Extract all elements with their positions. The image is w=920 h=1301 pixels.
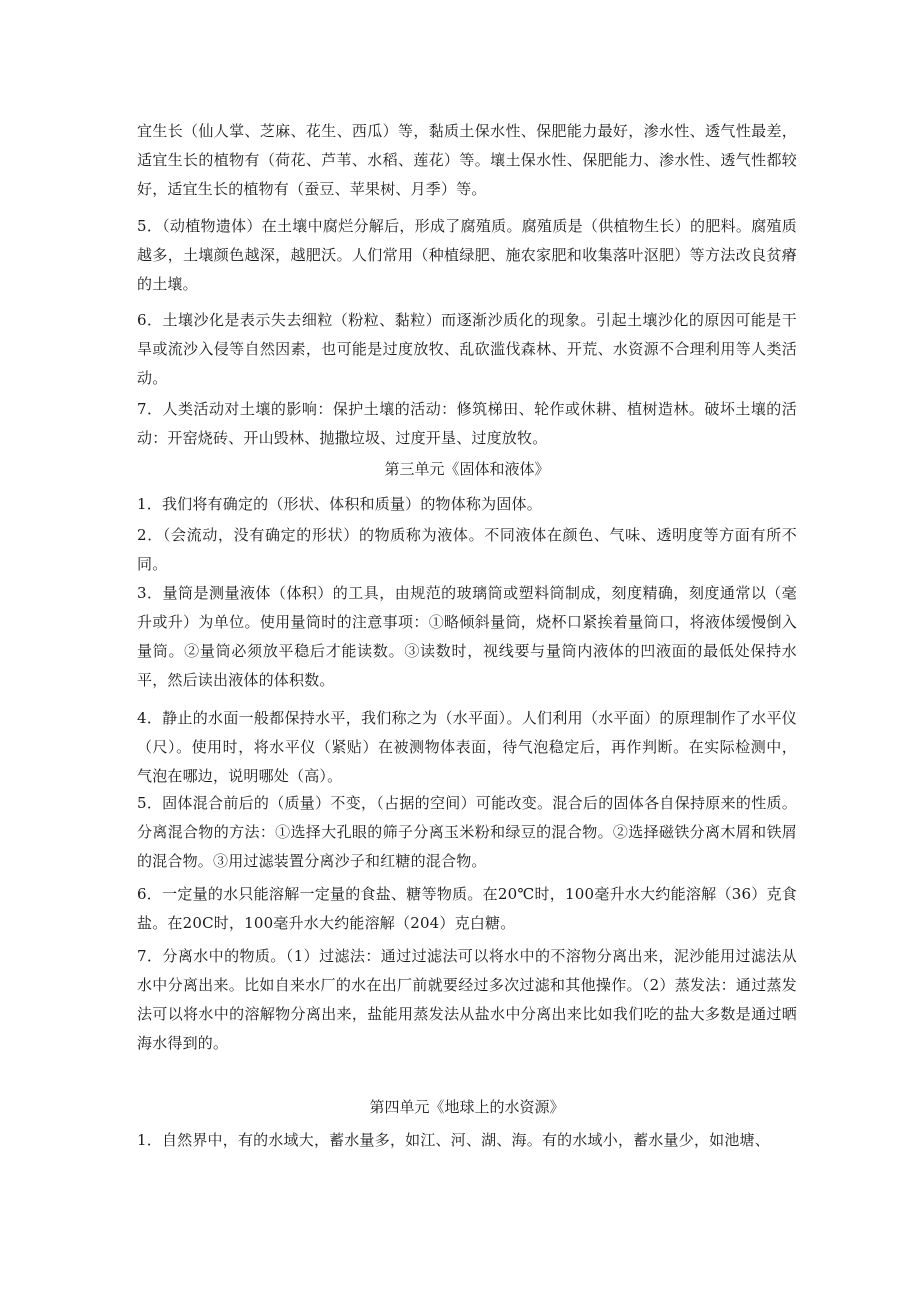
paragraph-graduated-cylinder: 3．量筒是测量液体（体积）的工具，由规范的玻璃筒或塑料筒制成，刻度精确，刻度通常以（毫升或升）为单位。使用量筒时的注意事项：①略倾斜量筒，烧杯口紧挨着量筒口，将液体缓慢倒入量筒。②量筒必须放平稳后才能读数。③读数时，视线要与量筒内液体的凹液面的最低处保持水平，然后读出液体的体积数。 xyxy=(137,584,797,689)
unit-three-heading: 第三单元《固体和液体》 xyxy=(384,460,550,478)
paragraph-soil-types: 宜生长（仙人掌、芝麻、花生、西瓜）等，黏质土保水性、保肥能力最好，渗水性、透气性最差，适宜生长的植物有（荷花、芦苇、水稻、莲花）等。壤土保水性、保肥能力、渗水性、透气性都较好，适宜生长的植物有（蚕豆、苹果树、月季）等。 xyxy=(137,122,797,198)
unit-four-heading: 第四单元《地球上的水资源》 xyxy=(369,1098,565,1116)
paragraph-level: 4．静止的水面一般都保持水平，我们称之为（水平面）。人们利用（水平面）的原理制作了水平仪（尺）。使用时，将水平仪（紧贴）在被测物体表面，待气泡稳定后，再作判断。在实际检测中，气泡在哪边，说明哪处（高）。 xyxy=(137,709,797,785)
paragraph-solubility: 6．一定量的水只能溶解一定量的食盐、糖等物质。在20℃时，100毫升水大约能溶解（36）克食盐。在20C时，100毫升水大约能溶解（204）克白糖。 xyxy=(137,885,797,932)
paragraph-humus: 5．（动植物遗体）在土壤中腐烂分解后，形成了腐殖质。腐殖质是（供植物生长）的肥料。腐殖质越多，土壤颜色越深，越肥沃。人们常用（种植绿肥、施农家肥和收集落叶沤肥）等方法改良贫瘠的土壤。 xyxy=(137,217,797,293)
paragraph-desertification: 6．土壤沙化是表示失去细粒（粉粒、黏粒）而逐渐沙质化的现象。引起土壤沙化的原因可能是干旱或流沙入侵等自然因素，也可能是过度放牧、乱砍滥伐森林、开荒、水资源不合理利用等人类活动。 xyxy=(137,311,797,387)
paragraph-liquid-definition: 2．（会流动，没有确定的形状）的物质称为液体。不同液体在颜色、气味、透明度等方面有所不同。 xyxy=(137,526,797,573)
paragraph-water-bodies: 1．自然界中，有的水域大，蓄水量多，如江、河、湖、海。有的水域小，蓄水量少，如池塘、 xyxy=(137,1131,770,1149)
paragraph-human-activity: 7．人类活动对土壤的影响：保护土壤的活动：修筑梯田、轮作或休耕、植树造林。破坏土壤的活动：开窑烧砖、开山毁林、抛撒垃圾、过度开垦、过度放牧。 xyxy=(137,400,797,447)
paragraph-mixtures: 5．固体混合前后的（质量）不变，（占据的空间）可能改变。混合后的固体各自保持原来的性质。分离混合物的方法：①选择大孔眼的筛子分离玉米粉和绿豆的混合物。②选择磁铁分离木屑和铁屑的混合物。③用过滤装置分离沙子和红糖的混合物。 xyxy=(137,794,797,870)
paragraph-separation: 7．分离水中的物质。（1）过滤法：通过过滤法可以将水中的不溶物分离出来，泥沙能用过滤法从水中分离出来。比如自来水厂的水在出厂前就要经过多次过滤和其他操作。（2）蒸发法：通过蒸发法可以将水中的溶解物分离出来，盐能用蒸发法从盐水中分离出来比如我们吃的盐大多数是通过晒海水得到的。 xyxy=(137,947,797,1052)
paragraph-solid-definition: 1．我们将有确定的（形状、体积和质量）的物体称为固体。 xyxy=(137,495,542,513)
